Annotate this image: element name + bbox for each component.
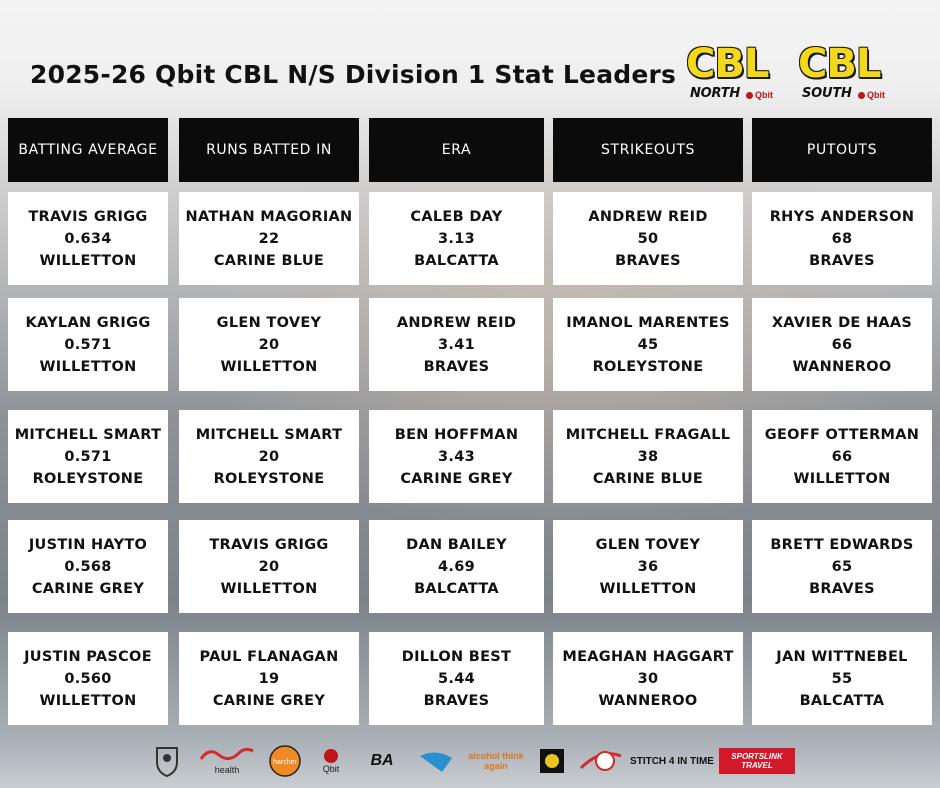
column-batting-average bbox=[8, 118, 168, 709]
team-name: WANNEROO bbox=[598, 692, 698, 709]
team-name: WILLETTON bbox=[39, 358, 137, 375]
player-name: MEAGHAN HAGGART bbox=[562, 648, 734, 665]
stat-value: 0.571 bbox=[64, 336, 112, 353]
stat-card bbox=[553, 192, 743, 285]
stat-card bbox=[369, 520, 544, 613]
stat-value: 5.44 bbox=[438, 670, 475, 687]
stat-value: 36 bbox=[637, 558, 659, 575]
player-name: DILLON BEST bbox=[401, 648, 512, 665]
column-header: ERA bbox=[369, 118, 544, 182]
sponsor-strip bbox=[150, 742, 810, 782]
healthway-logo-icon bbox=[196, 742, 258, 780]
sportslink-travel-text: SPORTSLINK TRAVEL bbox=[719, 748, 795, 774]
player-name: MITCHELL SMART bbox=[14, 426, 162, 443]
stat-card bbox=[179, 298, 359, 391]
player-name: PAUL FLANAGAN bbox=[199, 648, 339, 665]
column-header: RUNS BATTED IN bbox=[179, 118, 359, 182]
stat-value: 0.560 bbox=[64, 670, 112, 687]
team-name: WILLETTON bbox=[793, 470, 891, 487]
team-name: BRAVES bbox=[423, 692, 490, 709]
page-title: 2025-26 Qbit CBL N/S Division 1 Stat Leaders bbox=[30, 60, 677, 89]
harcher-text: harcher bbox=[273, 759, 297, 766]
cbl-north-region: NORTH bbox=[690, 86, 741, 101]
column-era bbox=[369, 118, 544, 709]
team-name: CARINE GREY bbox=[31, 580, 145, 597]
player-name: JAN WITTNEBEL bbox=[776, 648, 908, 665]
stat-card bbox=[752, 632, 932, 725]
stat-card bbox=[553, 410, 743, 503]
badge-logo-icon bbox=[536, 742, 568, 780]
team-name: ROLEYSTONE bbox=[213, 470, 325, 487]
stat-card bbox=[553, 298, 743, 391]
cbl-south-logo bbox=[798, 41, 894, 106]
alcohol-think-again-logo-icon bbox=[468, 742, 524, 780]
stat-value: 66 bbox=[831, 336, 853, 353]
cbl-north-sponsor-text: Qbit bbox=[755, 90, 773, 100]
stat-card bbox=[752, 410, 932, 503]
stat-card bbox=[8, 632, 168, 725]
alcohol-think-again-text: alcohol think again bbox=[468, 751, 524, 771]
player-name: ANDREW REID bbox=[588, 208, 708, 225]
stat-card bbox=[179, 410, 359, 503]
player-name: RHYS ANDERSON bbox=[769, 208, 915, 225]
player-name: CALEB DAY bbox=[410, 208, 503, 225]
team-name: BRAVES bbox=[809, 580, 875, 597]
stat-value: 65 bbox=[831, 558, 853, 575]
team-name: WANNEROO bbox=[792, 358, 892, 375]
stat-card bbox=[8, 298, 168, 391]
team-name: BRAVES bbox=[423, 358, 490, 375]
harcher-logo-icon bbox=[266, 742, 304, 780]
ba-text: BA bbox=[370, 752, 394, 769]
stat-card bbox=[369, 410, 544, 503]
stat-value: 66 bbox=[831, 448, 853, 465]
government-crest-icon bbox=[150, 742, 184, 780]
stat-card bbox=[179, 632, 359, 725]
team-name: CARINE BLUE bbox=[213, 252, 325, 269]
stat-card bbox=[553, 520, 743, 613]
team-name: WILLETTON bbox=[39, 692, 137, 709]
stat-card bbox=[8, 192, 168, 285]
stat-card bbox=[179, 192, 359, 285]
player-name: TRAVIS GRIGG bbox=[28, 208, 148, 225]
team-name: WILLETTON bbox=[39, 252, 137, 269]
player-name: JUSTIN PASCOE bbox=[24, 648, 152, 665]
cbl-north-mark: CBL bbox=[686, 41, 769, 87]
column-runs-batted-in bbox=[179, 118, 359, 709]
team-name: ROLEYSTONE bbox=[592, 358, 704, 375]
stat-value: 38 bbox=[637, 448, 659, 465]
stat-value: 0.634 bbox=[64, 230, 112, 247]
qbit-text: Qbit bbox=[322, 764, 340, 774]
stitch-4-in-time-logo-icon bbox=[632, 742, 712, 780]
player-name: ANDREW REID bbox=[396, 314, 517, 331]
team-name: WILLETTON bbox=[220, 358, 318, 375]
player-name: BRETT EDWARDS bbox=[770, 536, 914, 553]
stat-value: 55 bbox=[831, 670, 853, 687]
player-name: NATHAN MAGORIAN bbox=[185, 208, 353, 225]
cbl-north-sponsor bbox=[746, 90, 773, 100]
player-name: IMANOL MARENTES bbox=[566, 314, 730, 331]
player-name: BEN HOFFMAN bbox=[394, 426, 519, 443]
stat-card bbox=[752, 298, 932, 391]
player-name: KAYLAN GRIGG bbox=[25, 314, 151, 331]
baseball-logo-icon bbox=[578, 742, 624, 780]
team-name: WILLETTON bbox=[220, 580, 318, 597]
team-name: WILLETTON bbox=[599, 580, 697, 597]
stat-value: 50 bbox=[637, 230, 659, 247]
cbl-south-region: SOUTH bbox=[802, 86, 852, 101]
player-name: TRAVIS GRIGG bbox=[209, 536, 329, 553]
team-name: BRAVES bbox=[809, 252, 875, 269]
qbit-dot-icon bbox=[858, 92, 865, 99]
stitch-4-in-time-text: STITCH 4 IN TIME bbox=[630, 755, 714, 767]
column-header: PUTOUTS bbox=[752, 118, 932, 182]
cbl-south-mark: CBL bbox=[798, 41, 881, 87]
healthway-text: health bbox=[214, 765, 240, 775]
team-name: CARINE GREY bbox=[400, 470, 513, 487]
stat-card bbox=[369, 632, 544, 725]
player-name: GLEN TOVEY bbox=[595, 536, 701, 553]
stat-card bbox=[752, 520, 932, 613]
player-name: MITCHELL FRAGALL bbox=[565, 426, 731, 443]
stat-card bbox=[553, 632, 743, 725]
stat-card bbox=[369, 298, 544, 391]
swoosh-logo-icon bbox=[414, 742, 458, 780]
stat-value: 3.41 bbox=[438, 336, 475, 353]
sportslink-travel-logo-icon bbox=[718, 742, 796, 780]
team-name: CARINE BLUE bbox=[592, 470, 704, 487]
stat-value: 4.69 bbox=[438, 558, 475, 575]
team-name: BRAVES bbox=[615, 252, 681, 269]
stat-value: 20 bbox=[258, 558, 280, 575]
qbit-logo-icon bbox=[316, 742, 346, 780]
stat-value: 20 bbox=[258, 448, 280, 465]
cbl-south-sponsor bbox=[858, 90, 885, 100]
stat-value: 68 bbox=[831, 230, 853, 247]
cbl-north-logo bbox=[686, 41, 782, 106]
team-name: BALCATTA bbox=[414, 580, 499, 597]
team-name: CARINE GREY bbox=[212, 692, 326, 709]
stat-value: 3.13 bbox=[438, 230, 475, 247]
team-name: BALCATTA bbox=[799, 692, 885, 709]
stat-card bbox=[8, 410, 168, 503]
stat-card bbox=[8, 520, 168, 613]
stat-value: 19 bbox=[258, 670, 280, 687]
player-name: JUSTIN HAYTO bbox=[28, 536, 148, 553]
stat-value: 22 bbox=[258, 230, 280, 247]
cbl-south-sponsor-text: Qbit bbox=[867, 90, 885, 100]
ba-logo-icon bbox=[362, 742, 402, 780]
stat-value: 45 bbox=[637, 336, 659, 353]
stat-card bbox=[179, 520, 359, 613]
column-putouts bbox=[752, 118, 932, 709]
stat-value: 20 bbox=[258, 336, 280, 353]
player-name: DAN BAILEY bbox=[406, 536, 507, 553]
stat-card bbox=[752, 192, 932, 285]
stat-value: 3.43 bbox=[438, 448, 475, 465]
team-name: ROLEYSTONE bbox=[32, 470, 144, 487]
stat-value: 0.568 bbox=[64, 558, 112, 575]
stat-value: 30 bbox=[637, 670, 659, 687]
column-header: BATTING AVERAGE bbox=[8, 118, 168, 182]
player-name: GEOFF OTTERMAN bbox=[764, 426, 920, 443]
stat-card bbox=[369, 192, 544, 285]
stat-value: 0.571 bbox=[64, 448, 112, 465]
player-name: MITCHELL SMART bbox=[195, 426, 343, 443]
column-header: STRIKEOUTS bbox=[553, 118, 743, 182]
player-name: GLEN TOVEY bbox=[216, 314, 322, 331]
team-name: BALCATTA bbox=[414, 252, 499, 269]
qbit-dot-icon bbox=[746, 92, 753, 99]
player-name: XAVIER DE HAAS bbox=[771, 314, 913, 331]
column-strikeouts bbox=[553, 118, 743, 709]
